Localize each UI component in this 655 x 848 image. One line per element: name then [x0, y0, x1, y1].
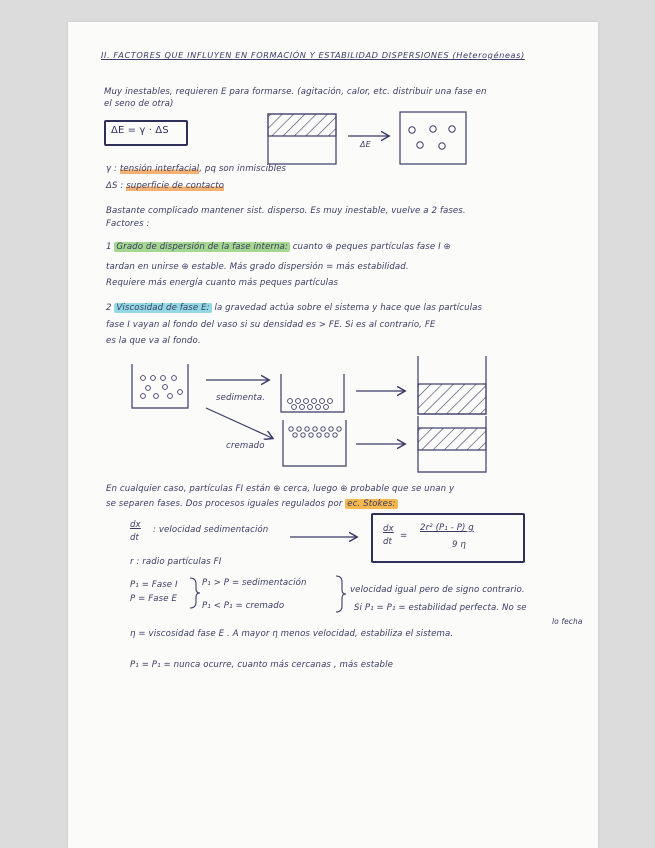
factor-1-label: Grado de dispersión de la fase interna: — [116, 242, 288, 252]
note-line-3: lo fecha — [552, 617, 583, 626]
delta-s-symbol: ΔS : — [106, 181, 124, 191]
energy-arrow-label: ΔE — [360, 140, 371, 149]
factor-1-rest: cuanto ⊕ peques partículas fase I ⊕ — [292, 242, 451, 252]
sedimented-vessel — [281, 374, 344, 412]
delta-s-text: superficie de contacto — [126, 181, 225, 191]
sedimentation-label: sedimenta. — [216, 393, 266, 403]
stokes-dt: dt — [130, 533, 140, 543]
factor-2-line-2: fase I vayan al fondo del vaso si su densidad es > FE. Si es al contrario, FE — [106, 320, 436, 330]
stokes-highlight: ec. Stokes: — [347, 499, 396, 509]
after-diagram-pre: se separen fases. Dos procesos iguales regulados por — [106, 499, 343, 509]
stokes-formula-lhs-num: dx — [383, 524, 394, 534]
intro-line-2: el seno de otra) — [104, 99, 174, 109]
brace-phases — [190, 578, 200, 608]
paragraph-line-1: Bastante complicado mantener sist. disperso. Es muy inestable, vuelve a 2 fases. — [106, 206, 466, 216]
stokes-equals: = — [400, 531, 408, 541]
arrow-creaming — [206, 408, 272, 438]
creaming-label: cremado — [226, 441, 265, 451]
velocity-label: : velocidad sedimentación — [153, 525, 269, 535]
gamma-text: tensión interfacial — [119, 164, 200, 174]
brace-conditions — [336, 576, 346, 612]
p-definition: P = Fase E — [130, 594, 177, 604]
condition-sedimentation: P₁ > P = sedimentación — [202, 578, 307, 588]
note-line-2: Si P₁ = P₁ = estabilidad perfecta. No se — [354, 603, 527, 613]
layered-container — [268, 114, 336, 164]
energy-formula: ΔE = γ · ΔS — [111, 125, 169, 136]
note-line-1: velocidad igual pero de signo contrario. — [350, 585, 525, 595]
creamed-vessel — [283, 420, 346, 466]
factor-2-rest: la gravedad actúa sobre el sistema y hace que las partículas — [214, 303, 483, 313]
p1-definition: P₁ = Fase I — [130, 580, 178, 590]
initial-dispersion-vessel — [132, 364, 188, 408]
after-diagram-line-1: En cualquier caso, partículas FI están ⊕ cerca, luego ⊕ probable que se unan y — [106, 484, 455, 494]
gamma-symbol: γ : — [106, 164, 118, 174]
dispersed-container — [400, 112, 466, 164]
intro-line-1: Muy inestables, requieren E para formarse. (agitación, calor, etc. distribuir una fase en — [104, 87, 487, 97]
page-title: II. FACTORES QUE INFLUYEN EN FORMACIÓN Y ESTABILIDAD DISPERSIONES (Heterogéneas) — [101, 50, 525, 60]
factor-2-number: 2 — [106, 303, 112, 313]
stokes-formula-lhs-den: dt — [383, 537, 393, 547]
stokes-formula-den: 9 η — [452, 540, 466, 550]
factor-2-line-3: es la que va al fondo. — [106, 336, 201, 346]
separated-vessel-bottom-layer — [418, 356, 486, 414]
factor-1-line-3: Requiere más energía cuanto más peques partículas — [106, 278, 339, 288]
factor-1-number: 1 — [106, 242, 112, 252]
r-definition: r : radio partículas FI — [130, 557, 222, 567]
paragraph-line-2: Factores : — [106, 219, 150, 229]
condition-creaming: P₁ < P₁ = cremado — [202, 601, 285, 611]
separated-vessel-top-layer — [418, 416, 486, 472]
factor-2-label: Viscosidad de fase E: — [116, 303, 210, 313]
gamma-suffix: , pq son inmiscibles — [199, 164, 287, 174]
factor-1-line-2: tardan en unirse ⊕ estable. Más grado dispersión = más estabilidad. — [106, 262, 409, 272]
stokes-formula-num: 2r² (P₁ - P) g — [420, 523, 474, 533]
stokes-dx: dx — [130, 520, 141, 530]
final-line: P₁ = P₁ = nunca ocurre, cuanto más cercanas , más estable — [130, 660, 393, 670]
eta-line: η = viscosidad fase E . A mayor η menos velocidad, estabiliza el sistema. — [130, 629, 454, 639]
